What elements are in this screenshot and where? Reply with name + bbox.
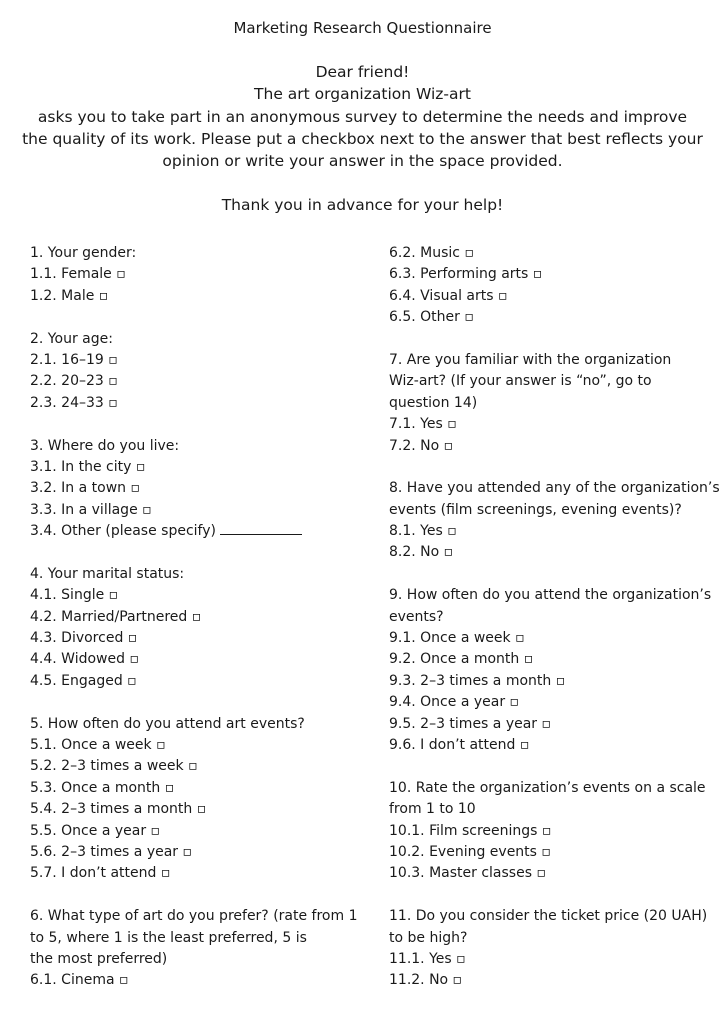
question-line: the most preferred) bbox=[30, 950, 168, 967]
document-title: Marketing Research Questionnaire bbox=[233, 19, 492, 37]
question-line: 6.2. Music ▫ bbox=[389, 245, 474, 261]
question-line: 5.2. 2–3 times a week ▫ bbox=[30, 758, 198, 775]
question-line: 10.3. Master classes ▫ bbox=[389, 865, 546, 882]
question-line: 7.2. No ▫ bbox=[389, 437, 454, 454]
spacer bbox=[30, 542, 360, 563]
spacer bbox=[389, 457, 719, 478]
question-line: 10.2. Evening events ▫ bbox=[389, 843, 551, 860]
question-line: 9.2. Once a month ▫ bbox=[389, 651, 534, 668]
question-line: 2.3. 24–33 ▫ bbox=[30, 394, 118, 411]
question-line: Wiz-art? (If your answer is “no”, go to bbox=[389, 373, 652, 390]
question-line: to be high? bbox=[389, 929, 468, 946]
question-line: 3.4. Other (please specify) bbox=[30, 521, 360, 542]
question-line: 4.2. Married/Partnered ▫ bbox=[30, 608, 202, 625]
question-line: 1. Your gender: bbox=[30, 245, 137, 261]
question-line: 8.2. No ▫ bbox=[389, 544, 454, 561]
question-line: 6.3. Performing arts ▫ bbox=[389, 266, 543, 283]
question-line: events? bbox=[389, 608, 444, 625]
question-line: 5.7. I don’t attend ▫ bbox=[30, 865, 171, 882]
answer-blank[interactable] bbox=[220, 522, 302, 535]
spacer bbox=[389, 885, 719, 906]
question-line: 4.5. Engaged ▫ bbox=[30, 672, 137, 689]
spacer bbox=[30, 414, 360, 435]
left-column bbox=[30, 243, 360, 992]
intro-line: Dear friend! bbox=[315, 63, 410, 81]
question-line: 7. Are you familiar with the organization bbox=[389, 351, 672, 368]
question-line: 5.1. Once a week ▫ bbox=[30, 736, 166, 753]
question-line: 10. Rate the organization’s events on a scale bbox=[389, 779, 706, 796]
question-line: 6.5. Other ▫ bbox=[389, 309, 474, 326]
question-line: 11.1. Yes ▫ bbox=[389, 950, 466, 967]
question-line: 3.3. In a village ▫ bbox=[30, 501, 152, 518]
intro-line: The art organization Wiz-art bbox=[254, 85, 471, 104]
question-line: 2. Your age: bbox=[30, 330, 113, 347]
question-line: 5. How often do you attend art events? bbox=[30, 715, 305, 732]
question-line: 3.1. In the city ▫ bbox=[30, 458, 146, 475]
question-line: 4.4. Widowed ▫ bbox=[30, 651, 139, 668]
question-line: from 1 to 10 bbox=[389, 801, 476, 818]
question-line: 10.1. Film screenings ▫ bbox=[389, 822, 552, 839]
question-line: 2.2. 20–23 ▫ bbox=[30, 373, 118, 390]
intro-line: asks you to take part in an anonymous survey to determine the needs and improve bbox=[37, 107, 688, 126]
spacer bbox=[389, 564, 719, 585]
question-line: 9.1. Once a week ▫ bbox=[389, 630, 525, 647]
spacer bbox=[389, 756, 719, 777]
question-line: 4.3. Divorced ▫ bbox=[30, 630, 138, 647]
question-line: question 14) bbox=[389, 394, 478, 411]
question-line: 9.4. Once a year ▫ bbox=[389, 694, 520, 711]
intro-line: opinion or write your answer in the space provided. bbox=[162, 152, 563, 171]
spacer bbox=[30, 692, 360, 713]
right-column bbox=[389, 243, 719, 992]
question-line: 11.2. No ▫ bbox=[389, 972, 463, 989]
question-line: 9.3. 2–3 times a month ▫ bbox=[389, 672, 566, 689]
question-line: to 5, where 1 is the least preferred, 5 is bbox=[30, 929, 307, 946]
question-line: 1.1. Female ▫ bbox=[30, 266, 126, 283]
question-line: 9.6. I don’t attend ▫ bbox=[389, 736, 530, 753]
intro-line: the quality of its work. Please put a checkbox next to the answer that best reflects your bbox=[22, 129, 703, 148]
question-line: 4. Your marital status: bbox=[30, 565, 185, 582]
question-line: events (film screenings, evening events)? bbox=[389, 501, 682, 518]
question-line: 6. What type of art do you prefer? (rate from 1 bbox=[30, 908, 358, 925]
spacer bbox=[30, 307, 360, 328]
question-line: 11. Do you consider the ticket price (20 UAH) bbox=[389, 908, 708, 925]
intro-paragraph bbox=[0, 61, 725, 172]
question-line: 8. Have you attended any of the organization’s bbox=[389, 480, 720, 497]
spacer bbox=[30, 885, 360, 906]
question-line: 2.1. 16–19 ▫ bbox=[30, 351, 118, 368]
question-line: 4.1. Single ▫ bbox=[30, 587, 119, 604]
question-line: 5.4. 2–3 times a month ▫ bbox=[30, 801, 207, 818]
question-line: 5.3. Once a month ▫ bbox=[30, 779, 175, 796]
question-line: 7.1. Yes ▫ bbox=[389, 416, 457, 433]
question-line: 6.1. Cinema ▫ bbox=[30, 972, 129, 989]
thanks-line: Thank you in advance for your help! bbox=[221, 196, 504, 214]
question-line: 3. Where do you live: bbox=[30, 437, 180, 454]
question-line: 9.5. 2–3 times a year ▫ bbox=[389, 715, 552, 732]
question-line: 6.4. Visual arts ▫ bbox=[389, 287, 508, 304]
question-line: 3.2. In a town ▫ bbox=[30, 480, 140, 497]
question-line: 5.5. Once a year ▫ bbox=[30, 822, 161, 839]
spacer bbox=[389, 329, 719, 350]
question-line: 1.2. Male ▫ bbox=[30, 287, 109, 304]
question-line: 5.6. 2–3 times a year ▫ bbox=[30, 843, 193, 860]
question-line: 9. How often do you attend the organization’s bbox=[389, 587, 712, 604]
question-line: 8.1. Yes ▫ bbox=[389, 523, 457, 540]
